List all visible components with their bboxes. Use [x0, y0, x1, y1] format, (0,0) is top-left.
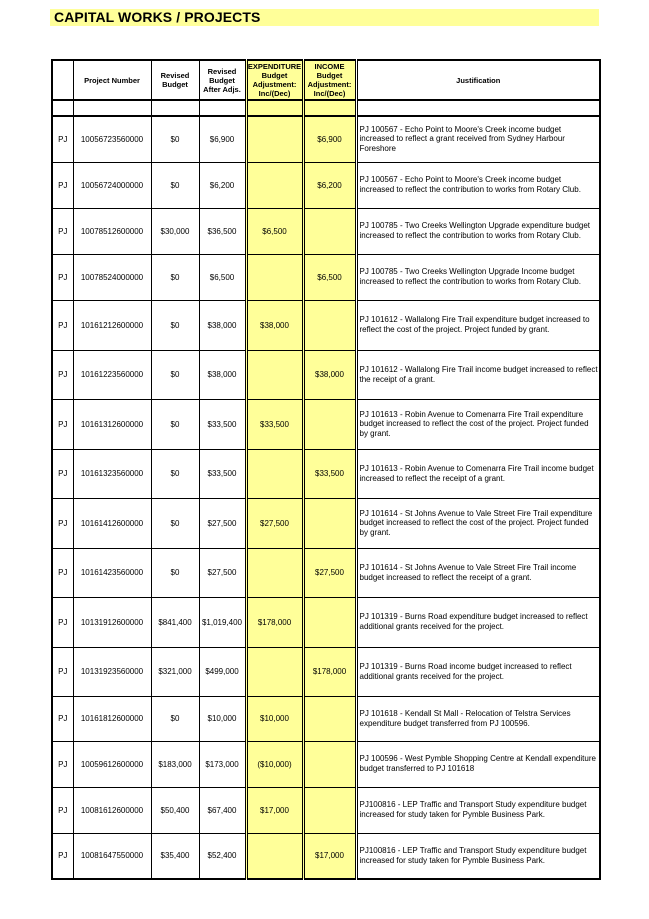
cell-revised-after: $33,500 [199, 449, 246, 498]
cell-justification: PJ 101612 - Wallalong Fire Trail expenditure budget increased to reflect the cost of the project. Project funded by grant. [356, 300, 600, 350]
cell-type: PJ [52, 787, 73, 833]
cell-revised-after: $499,000 [199, 647, 246, 696]
cell-income: $6,500 [303, 254, 356, 300]
table-row [52, 498, 600, 548]
cell-project-number: 10078524000000 [73, 254, 151, 300]
cell-project-number: 10161223560000 [73, 350, 151, 399]
table-row [52, 696, 600, 741]
cell-revised-after: $38,000 [199, 350, 246, 399]
cell-project-number: 10081612600000 [73, 787, 151, 833]
cell-expenditure [246, 647, 303, 696]
cell-income: $27,500 [303, 548, 356, 597]
cell-revised-after: $27,500 [199, 498, 246, 548]
cell-expenditure: $178,000 [246, 597, 303, 647]
table-row [52, 208, 600, 254]
header-revised-budget: Revised Budget [151, 60, 199, 100]
cell-justification: PJ100816 - LEP Traffic and Transport Study expenditure budget increased for study taken for Pymble Business Park. [356, 787, 600, 833]
cell-justification: PJ 101319 - Burns Road expenditure budget increased to reflect additional grants received for the project. [356, 597, 600, 647]
cell-revised-budget: $183,000 [151, 741, 199, 787]
cell-expenditure: $33,500 [246, 399, 303, 449]
cell-revised-budget: $0 [151, 449, 199, 498]
cell-project-number: 10161312600000 [73, 399, 151, 449]
table-row [52, 597, 600, 647]
table-row [52, 350, 600, 399]
cell-revised-after: $173,000 [199, 741, 246, 787]
header-revised-after: Revised Budget After Adjs. [199, 60, 246, 100]
cell-expenditure [246, 116, 303, 162]
cell-revised-after: $10,000 [199, 696, 246, 741]
cell-income [303, 696, 356, 741]
cell-income: $33,500 [303, 449, 356, 498]
table-row [52, 254, 600, 300]
table-row [52, 647, 600, 696]
table-row [52, 300, 600, 350]
cell-revised-budget: $841,400 [151, 597, 199, 647]
capital-works-table [51, 59, 601, 880]
header-justification: Justification [356, 60, 600, 100]
header-project-number: Project Number [73, 60, 151, 100]
cell-income: $6,200 [303, 162, 356, 208]
cell-revised-budget: $35,400 [151, 833, 199, 879]
cell-revised-budget: $30,000 [151, 208, 199, 254]
cell-revised-after: $38,000 [199, 300, 246, 350]
cell-expenditure: $27,500 [246, 498, 303, 548]
cell-justification: PJ 100596 - West Pymble Shopping Centre at Kendall expenditure budget transferred to PJ 101618 [356, 741, 600, 787]
cell-revised-after: $33,500 [199, 399, 246, 449]
cell-project-number: 10161423560000 [73, 548, 151, 597]
cell-type: PJ [52, 597, 73, 647]
cell-type: PJ [52, 162, 73, 208]
cell-justification: PJ 100785 - Two Creeks Wellington Upgrade Income budget increased to reflect the contribution to works from Rotary Club. [356, 254, 600, 300]
cell-revised-after: $52,400 [199, 833, 246, 879]
cell-project-number: 10161323560000 [73, 449, 151, 498]
cell-justification: PJ 101613 - Robin Avenue to Comenarra Fire Trail income budget increased to reflect the receipt of a grant. [356, 449, 600, 498]
cell-project-number: 10059612600000 [73, 741, 151, 787]
cell-justification: PJ 101614 - St Johns Avenue to Vale Street Fire Trail expenditure budget increased to reflect the cost of the project. Project funded by grant. [356, 498, 600, 548]
cell-income: $38,000 [303, 350, 356, 399]
cell-type: PJ [52, 647, 73, 696]
cell-expenditure [246, 162, 303, 208]
cell-expenditure: $17,000 [246, 787, 303, 833]
table-row [52, 741, 600, 787]
cell-income [303, 208, 356, 254]
cell-type: PJ [52, 208, 73, 254]
cell-type: PJ [52, 300, 73, 350]
cell-income: $17,000 [303, 833, 356, 879]
table-row [52, 449, 600, 498]
cell-project-number: 10161412600000 [73, 498, 151, 548]
cell-revised-budget: $50,400 [151, 787, 199, 833]
spacer-row [52, 100, 600, 116]
cell-revised-budget: $0 [151, 162, 199, 208]
table-row [52, 399, 600, 449]
cell-income [303, 787, 356, 833]
cell-project-number: 10161212600000 [73, 300, 151, 350]
cell-income [303, 300, 356, 350]
cell-type: PJ [52, 350, 73, 399]
cell-justification: PJ 100567 - Echo Point to Moore's Creek income budget increased to reflect the contribution to works from Rotary Club. [356, 162, 600, 208]
cell-project-number: 10161812600000 [73, 696, 151, 741]
cell-revised-budget: $0 [151, 254, 199, 300]
table-row [52, 787, 600, 833]
cell-income: $6,900 [303, 116, 356, 162]
title-bar [50, 9, 599, 26]
cell-revised-budget: $321,000 [151, 647, 199, 696]
cell-expenditure: ($10,000) [246, 741, 303, 787]
cell-revised-budget: $0 [151, 350, 199, 399]
cell-income [303, 498, 356, 548]
cell-expenditure [246, 548, 303, 597]
cell-justification: PJ 100567 - Echo Point to Moore's Creek income budget increased to reflect a grant received from Sydney Harbour Foreshore [356, 116, 600, 162]
cell-expenditure: $10,000 [246, 696, 303, 741]
cell-expenditure: $38,000 [246, 300, 303, 350]
cell-type: PJ [52, 548, 73, 597]
cell-project-number: 10131912600000 [73, 597, 151, 647]
cell-type: PJ [52, 254, 73, 300]
header-type [52, 60, 73, 100]
cell-justification: PJ 101618 - Kendall St Mall - Relocation of Telstra Services expenditure budget transferred from PJ 100596. [356, 696, 600, 741]
cell-revised-after: $6,200 [199, 162, 246, 208]
cell-project-number: 10078512600000 [73, 208, 151, 254]
cell-justification: PJ 101319 - Burns Road income budget increased to reflect additional grants received for the project. [356, 647, 600, 696]
cell-justification: PJ 100785 - Two Creeks Wellington Upgrade expenditure budget increased to reflect the contribution to works from Rotary Club. [356, 208, 600, 254]
table-row [52, 833, 600, 879]
table-row [52, 548, 600, 597]
cell-revised-budget: $0 [151, 116, 199, 162]
cell-revised-after: $36,500 [199, 208, 246, 254]
cell-income [303, 399, 356, 449]
cell-income [303, 741, 356, 787]
cell-expenditure [246, 449, 303, 498]
cell-revised-after: $6,500 [199, 254, 246, 300]
cell-justification: PJ 101612 - Wallalong Fire Trail income budget increased to reflect the receipt of a grant. [356, 350, 600, 399]
cell-expenditure [246, 350, 303, 399]
cell-expenditure: $6,500 [246, 208, 303, 254]
cell-project-number: 10056724000000 [73, 162, 151, 208]
table-row [52, 162, 600, 208]
cell-revised-budget: $0 [151, 696, 199, 741]
table-row [52, 116, 600, 162]
cell-type: PJ [52, 696, 73, 741]
cell-revised-after: $67,400 [199, 787, 246, 833]
header-income: INCOME Budget Adjustment: Inc/(Dec) [303, 60, 356, 100]
header-row [52, 60, 600, 100]
cell-justification: PJ100816 - LEP Traffic and Transport Study expenditure budget increased for study taken for Pymble Business Park. [356, 833, 600, 879]
page-title: CAPITAL WORKS / PROJECTS [54, 9, 261, 25]
cell-revised-after: $1,019,400 [199, 597, 246, 647]
cell-project-number: 10081647550000 [73, 833, 151, 879]
cell-expenditure [246, 833, 303, 879]
cell-revised-budget: $0 [151, 548, 199, 597]
cell-project-number: 10056723560000 [73, 116, 151, 162]
cell-type: PJ [52, 116, 73, 162]
cell-project-number: 10131923560000 [73, 647, 151, 696]
cell-type: PJ [52, 498, 73, 548]
cell-justification: PJ 101614 - St Johns Avenue to Vale Street Fire Trail income budget increased to reflect the receipt of a grant. [356, 548, 600, 597]
cell-justification: PJ 101613 - Robin Avenue to Comenarra Fire Trail expenditure budget increased to reflect the cost of the project. Project funded by grant. [356, 399, 600, 449]
cell-type: PJ [52, 741, 73, 787]
cell-revised-budget: $0 [151, 498, 199, 548]
cell-income [303, 597, 356, 647]
cell-type: PJ [52, 833, 73, 879]
header-expenditure: EXPENDITURE Budget Adjustment: Inc/(Dec) [247, 62, 302, 98]
cell-type: PJ [52, 399, 73, 449]
cell-revised-after: $6,900 [199, 116, 246, 162]
cell-revised-after: $27,500 [199, 548, 246, 597]
cell-type: PJ [52, 449, 73, 498]
cell-revised-budget: $0 [151, 300, 199, 350]
cell-income: $178,000 [303, 647, 356, 696]
cell-expenditure [246, 254, 303, 300]
cell-revised-budget: $0 [151, 399, 199, 449]
